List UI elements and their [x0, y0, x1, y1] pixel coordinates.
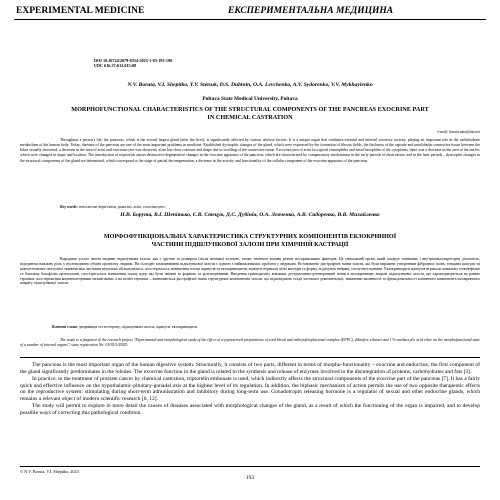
funding-note	[20, 338, 480, 348]
email-en: e-mail: boruta.nata@ukr.net	[437, 130, 480, 134]
keywords-ua-label: Ключові слова:	[52, 325, 78, 329]
abstract-ua	[20, 257, 480, 286]
keywords-en-text: testosterone deprivation, pancreas, acini, exocrinocytes.	[78, 205, 166, 209]
body-paragraph-2: In practice, in the treatment of prostate cancer by chemical castration, triptorelin embonate is used, which indirectly affects the structural components of the exocrine part of the pancreas [7]. It has a fairly quick and effective influence on the hypothalamic-pituitary-gonadal axis at the highest level of its regulation. In addition, the biphasic mechanism of action permits the use of two opposite therapeutic effects on the reproductive system: stimulating during short-term administration and inhibitory during long-term use. Gonadotropin releasing hormone is a regulator of sexual and other endocrine glands, which remains a relevant object of modern scientific research [6, 12].	[20, 375, 480, 403]
page-number: 193	[245, 475, 255, 481]
journal-name-en: EXPERIMENTAL MEDICINE	[16, 6, 145, 16]
keywords-en-label: Key words:	[60, 205, 78, 209]
doi-text: DOI 10.26724/2079-8334-2023-1-83-193-196	[94, 58, 173, 63]
title-ua: МОРФОФУНКЦІОНАЛЬНА ХАРАКТЕРИСТИКА СТРУКТУРНИХ КОМПОНЕНТІВ ЕКЗОКРИННОЇ ЧАСТИНИ ПІДШЛУНКОВОЇ ЗАЛОЗИ ПРИ ХІМІЧНІЙ КАСТРАЦІЇ	[103, 233, 397, 248]
keywords-ua-text: депривація тестостерону, підшлункова залоза, ацинуси, екзокриноцити.	[78, 325, 198, 329]
affiliation-en: Poltava State Medical University, Poltava	[202, 96, 298, 102]
abstract-en	[20, 138, 480, 164]
authors-en: N.V. Boruta, V.I. Shepitko, Y.V. Stetsuk, D.S. Dubinin, O.A. Levchenko, A.V. Sydorenko, V.V. Mykhaylenko	[127, 82, 373, 88]
copyright-notice: © N.V. Boruta, V.I. Shepitko, 2023	[20, 469, 79, 474]
udc-text: UDC 616.37:612.015:08	[94, 63, 137, 69]
abstract-en-text: Throughout a person's life, the pancreas, which is the second largest gland (after the liver), is significantly affected by various adverse factors. It is a unique organ that combines external and internal secretory activity, playing an important role in the carbohydrate metabolism of the human body. Today, diseases of the pancreas are one of the most important problems in medicine. Established dystrophic changes of the gland, which were expressed by the formation of fibrous fields, the thickness of the capsule and interlobular connective tissue between the lobes visually increased, a decrease in the area of acini and exocrinocytes was observed, acini lost clear contours and shape due to swelling of the connective tissue. Exocrinocytes of acini lost apical eosinophilia and basal basophilia of the cytoplasm, there was a decrease in the area of the nuclei, which were changed in shape and location. The introduction of triptorelin causes destructive-degenerative changes in the exocrine apparatus of the pancreas, which are characterized by compensatory mechanisms in the early periods of observation, and in the later periods – dystrophic changes in the structural components of the gland are determined, which correspond to the stage of partial decompensation, a decrease in the activity and functionality of the cellular component of the exocrine apparatus of the pancreas.	[20, 138, 480, 163]
article-body	[20, 362, 480, 417]
authors-ua: Н.В. Борута, В.І. Шепітько, Є.В. Стецук, Д.С. Дубінін, О.А. Левченко, А.В. Сидоренко, В.В. Михайленко	[120, 212, 380, 218]
article-meta	[94, 58, 172, 68]
footer-divider	[20, 466, 480, 467]
abstract-ua-text: Впродовж усього життя людини підшлункова залоза, яка є другою за розміром (після печінки) залозою, зазнає значного впливу різних несприятливих факторів. Це унікальний орган, який поєднує зовнішню і внутрішньосекреторну діяльність, відіграючи важливу роль у вуглеводному обміні організму людини. На сьогодні захворювання підшлункової залози є однією з найважливіших проблем у медицині. Встановлено дистрофічні зміни залози, які були виражені утворенням фіброзних полів, товщина капсули та міжчасточкової сполучної тканини між частками візуально збільшувалася, спостерігалось зменшення площі ацинусів та екзокриноцитів, ацинуси втрачали чіткі контури та форму за рахунок набряку сполучної тканини. Екзокриноцити ацинусів втрачали апікальну еозинофілію та базальну базофілію цитоплазми, спостерігалося зменшення площі ядер, які були змінені за формою та розташуванням. Введення триптореліну викликає деструктивно-дегенеративні зміни в екзокринному апараті підшлункової залози, що характеризуються на ранніх термінах спостереження компенсаторними механізмами, а на пізніх термінах – визначаються дистрофічні зміни структурних компонентів залози, що відповідають стадії часткової декомпенсації, зниженню активності та функціональності клітинного компонента екзокринного апарату підшлункової залози.	[20, 257, 480, 286]
keywords-ua	[20, 325, 480, 330]
body-paragraph-1: The pancreas is the most important organ of the human digestive system. Structurally, it consists of two parts, different in terms of morpho-functionality – exocrine and endocrine, the first component of the gland significantly predominates in the lobules. The exocrine function in the gland is related to the synthesis and release of enzymes involved in the disintegration of proteins, carbohydrates and fats [3].	[20, 362, 480, 375]
body-paragraph-3: The study will permit to explore in more detail the causes of diseases associated with morphological changes of the gland, as a result of which the functioning of the organ is impaired, and to develop possible ways of correcting this pathological condition.	[20, 403, 480, 416]
journal-header	[14, 4, 486, 20]
funding-note-text: The study is a fragment of the research project "Experimental and morphological study of the effect of cryopreserved preparations of cord blood and embryofetoplacental complex (EFPC), dibrofen, ethanol and 1 %-methacrylic acid ether on the morphofunctional state of a number of internal organs", state registration No. 0119U103925.	[20, 338, 480, 347]
title-en: MORPHOFUNCTIONAL CHARACTERISTICS OF THE STRUCTURAL COMPONENTS OF THE PANCREAS EXOCRINE PART IN CHEMICAL CASTRATION	[71, 106, 429, 121]
journal-name-ua: ЕКСПЕРИМЕНТАЛЬНА МЕДИЦИНА	[228, 6, 394, 16]
section-divider	[20, 357, 480, 358]
keywords-en	[20, 205, 480, 210]
